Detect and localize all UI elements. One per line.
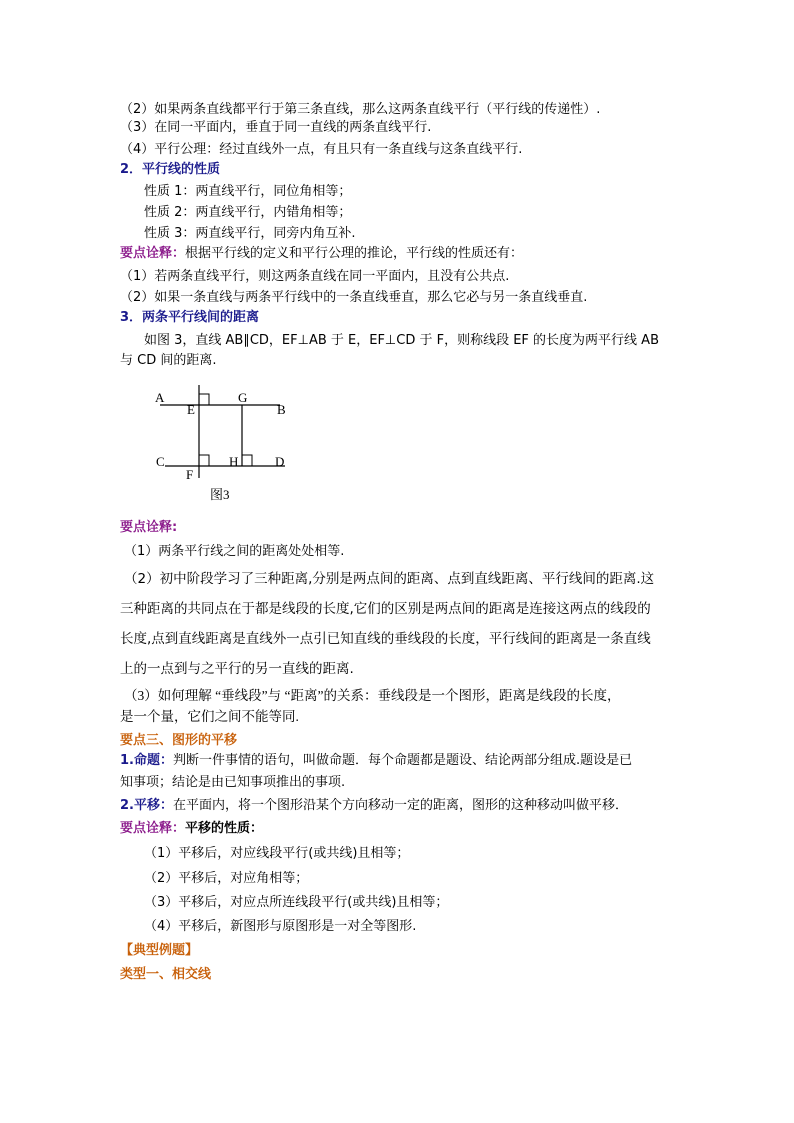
- text-line: （1）两条平行线之间的距离处处相等.: [124, 544, 345, 559]
- key-point: [120, 245, 523, 263]
- definition-label: 1.命题：: [120, 753, 173, 768]
- section-heading: 3．两条平行线间的距离: [120, 310, 260, 325]
- text-line: 三种距离的共同点在于都是线段的长度,它们的区别是两点间的距离是连接这两点的线段的: [120, 601, 651, 617]
- definition-text: 在平面内，将一个图形沿某个方向移动一定的距离，图形的这种移动叫做平移．: [172, 798, 628, 813]
- section-heading: 要点三、图形的平移: [120, 733, 238, 748]
- figure-caption: 图3: [210, 487, 230, 502]
- text-line: 性质 1：两直线平行，同位角相等；: [144, 184, 352, 199]
- figure-3: [150, 380, 300, 505]
- definition-label: 2.平移：: [120, 798, 173, 813]
- text-line: （2）初中阶段学习了三种距离,分别是两点间的距离、点到直线距离、平行线间的距离.这: [124, 571, 655, 587]
- text-line: 与 CD 间的距离.: [120, 353, 217, 368]
- text-line: （2）如果两条直线都平行于第三条直线，那么这两条直线平行（平行线的传递性）.: [120, 102, 601, 117]
- text-line: 长度,点到直线距离是直线外一点引已知直线的垂线段的长度，平行线间的距离是一条直线: [120, 631, 651, 647]
- text-line: 如图 3，直线 AB∥CD，EF⊥AB 于 E，EF⊥CD 于 F，则称线段 EF 的长度为两平行线 AB: [144, 333, 659, 348]
- key-point-label: 要点诠释：: [120, 246, 186, 261]
- text-line: 性质 3：两直线平行，同旁内角互补.: [144, 226, 356, 241]
- label-c: C: [156, 454, 165, 469]
- label-a: A: [155, 390, 165, 405]
- text-line: （3）在同一平面内，垂直于同一直线的两条直线平行.: [120, 120, 432, 135]
- text-line: （1）平移后，对应线段平行(或共线)且相等；: [144, 846, 410, 861]
- text-line: （4）平行公理：经过直线外一点，有且只有一条直线与这条直线平行.: [120, 142, 523, 157]
- label-e: E: [187, 402, 195, 417]
- text-line: （2）如果一条直线与两条平行线中的一条直线垂直，那么它必与另一条直线垂直.: [120, 290, 588, 305]
- key-point-text: 平移的性质：: [185, 821, 264, 836]
- key-point: [120, 820, 263, 838]
- text-line: 是一个量，它们之间不能等同.: [120, 709, 299, 724]
- key-point-label: 要点诠释：: [120, 821, 186, 836]
- definition: [120, 752, 632, 770]
- text-line: （1）若两条直线平行，则这两条直线在同一平面内，且没有公共点.: [120, 269, 510, 284]
- text-line: （3）如何理解 “垂线段”与 “距离”的关系：垂线段是一个图形，距离是线段的长度，: [124, 688, 621, 703]
- section-heading: 2．平行线的性质: [120, 162, 221, 177]
- label-d: D: [275, 454, 285, 469]
- label-h: H: [229, 454, 239, 469]
- label-f: F: [186, 467, 194, 482]
- text-line: 性质 2：两直线平行，内错角相等；: [144, 205, 352, 220]
- text-line: （3）平移后，对应点所连线段平行(或共线)且相等；: [144, 895, 449, 910]
- section-heading: 类型一、相交线: [120, 967, 212, 982]
- key-point-label: 要点诠释:: [120, 520, 178, 535]
- definition-text: 判断一件事情的语句，叫做命题．每个命题都是题设、结论两部分组成.题设是已: [172, 753, 633, 768]
- label-g: G: [238, 390, 248, 405]
- label-b: B: [277, 402, 286, 417]
- text-line: 知事项；结论是由已知事项推出的事项.: [120, 775, 346, 790]
- key-point-text: 根据平行线的定义和平行公理的推论，平行线的性质还有：: [185, 246, 524, 261]
- definition: [120, 797, 628, 815]
- text-line: （4）平移后，新图形与原图形是一对全等图形.: [144, 919, 417, 934]
- section-heading: 【典型例题】: [120, 943, 199, 958]
- text-line: 上的一点到与之平行的另一直线的距离.: [120, 661, 354, 677]
- text-line: （2）平移后，对应角相等；: [144, 871, 309, 886]
